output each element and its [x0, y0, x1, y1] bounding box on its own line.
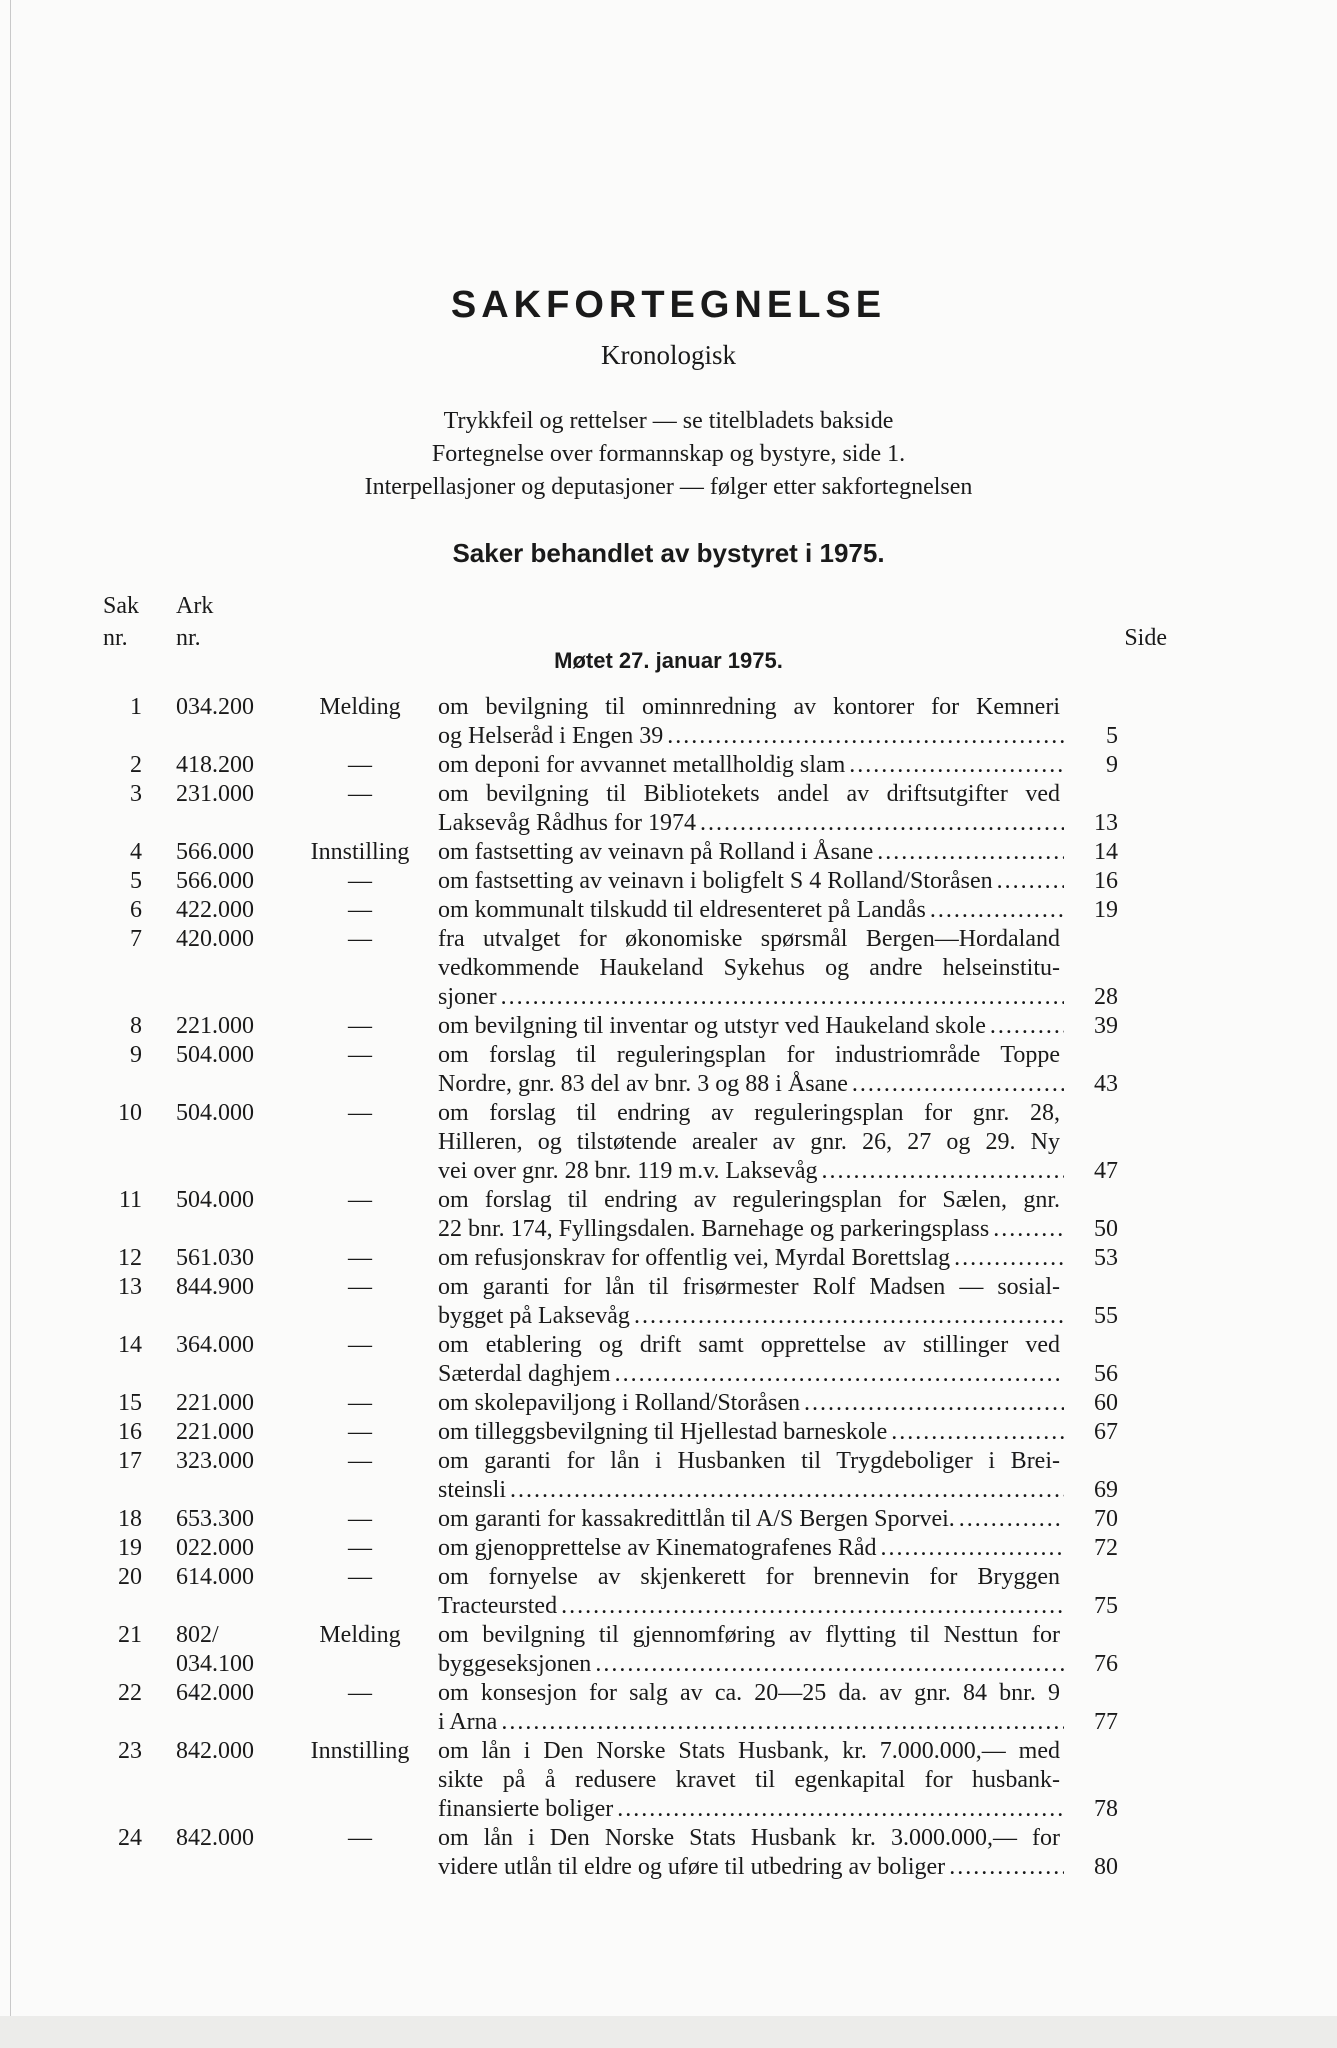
entry-row	[0, 1447, 1337, 1505]
entry-type: —	[348, 1535, 372, 1561]
entry-row	[0, 925, 1337, 1012]
entry-ark-number: 504.000	[176, 1187, 254, 1213]
entry-description-text: og Helseråd i Engen 39	[438, 723, 664, 749]
entry-type: —	[348, 1825, 372, 1851]
page-subtitle: Kronologisk	[601, 340, 736, 370]
entry-sak-number: 23	[118, 1738, 142, 1764]
entry-description	[438, 780, 1118, 838]
entry-row	[0, 1563, 1337, 1621]
entry-page-number: 53	[1094, 1245, 1118, 1271]
entry-page-number: 67	[1094, 1419, 1118, 1445]
entry-ark-number: 844.900	[176, 1274, 254, 1300]
entry-description-line	[438, 809, 1118, 838]
entry-description-line	[438, 867, 1118, 896]
entry-description-line	[438, 1070, 1118, 1099]
entry-sak-number: 22	[118, 1680, 142, 1706]
entry-ark-number: 418.200	[176, 752, 254, 778]
entry-description-line	[438, 1650, 1118, 1679]
leader-dots	[821, 1157, 1064, 1186]
entry-description-line	[438, 838, 1118, 867]
entry-description	[438, 1505, 1118, 1534]
entry-sak-number: 3	[130, 781, 142, 807]
entry-description-text: om refusjonskrav for offentlig vei, Myrdal Borettslag	[438, 1245, 951, 1271]
leader-dots	[667, 722, 1064, 751]
entry-description-line: om bevilgning til gjennomføring av flytting til Nesttun for	[438, 1622, 1060, 1648]
entry-page-number: 47	[1094, 1158, 1118, 1184]
entry-ark-number: 221.000	[176, 1390, 254, 1416]
entry-description-text: om fastsetting av veinavn på Rolland i Åsane	[438, 839, 874, 865]
entry-description-text: Laksevåg Rådhus for 1974	[438, 810, 696, 836]
entry-description-line	[438, 1389, 1118, 1418]
entry-description-text: om skolepaviljong i Rolland/Storåsen	[438, 1390, 800, 1416]
entry-page-number: 50	[1094, 1216, 1118, 1242]
entry-row	[0, 693, 1337, 751]
entry-row	[0, 1534, 1337, 1563]
entry-page-number: 13	[1094, 810, 1118, 836]
entry-sak-number: 10	[118, 1100, 142, 1126]
entry-description-line: om garanti for lån i Husbanken til Trygdeboliger i Brei-	[438, 1448, 1060, 1474]
entry-sak-number: 18	[118, 1506, 142, 1532]
entry-row	[0, 1331, 1337, 1389]
entry-row	[0, 1012, 1337, 1041]
entry-description-line	[438, 1215, 1118, 1244]
entry-sak-number: 1	[130, 694, 142, 720]
entry-description-text: om tilleggsbevilgning til Hjellestad barneskole	[438, 1419, 888, 1445]
entry-description	[438, 925, 1118, 1012]
column-header-sak-line2: nr.	[103, 625, 128, 651]
leader-dots	[959, 1505, 1064, 1534]
entry-description-text: i Arna	[438, 1709, 498, 1735]
column-header-ark-line1: Ark	[176, 593, 214, 619]
entry-ark-number: 802/ 034.100	[176, 1622, 254, 1677]
entry-description-text: om kommunalt tilskudd til eldresenteret på Landås	[438, 897, 926, 923]
entry-type: —	[348, 1274, 372, 1300]
entry-row	[0, 1186, 1337, 1244]
entry-row	[0, 838, 1337, 867]
entry-type: —	[348, 1332, 372, 1358]
entry-sak-number: 14	[118, 1332, 142, 1358]
leader-dots	[877, 838, 1064, 867]
entry-description	[438, 1679, 1118, 1737]
entry-description-line	[438, 1012, 1118, 1041]
entry-row	[0, 1418, 1337, 1447]
entry-description-text: Tracteursted	[438, 1593, 558, 1619]
entry-type: —	[348, 1245, 372, 1271]
entry-description-text: om garanti for kassakredittlån til A/S Bergen Sporvei.	[438, 1506, 955, 1532]
entry-description	[438, 1012, 1118, 1041]
entry-type: —	[348, 1390, 372, 1416]
column-header-sak-line1: Sak	[103, 593, 139, 619]
entry-ark-number: 653.300	[176, 1506, 254, 1532]
leader-dots	[501, 1708, 1064, 1737]
entry-description-line	[438, 1302, 1118, 1331]
entry-description-line	[438, 751, 1118, 780]
entry-page-number: 5	[1106, 723, 1118, 749]
scan-bottom-band	[0, 2016, 1337, 2048]
entry-page-number: 55	[1094, 1303, 1118, 1329]
entry-row	[0, 1389, 1337, 1418]
entry-sak-number: 15	[118, 1390, 142, 1416]
entry-page-number: 56	[1094, 1361, 1118, 1387]
entry-type: —	[348, 1448, 372, 1474]
entry-description-text: 22 bnr. 174, Fyllingsdalen. Barnehage og parkeringsplass	[438, 1216, 990, 1242]
entry-description	[438, 1099, 1118, 1186]
entry-ark-number: 221.000	[176, 1013, 254, 1039]
entry-description-text: videre utlån til eldre og uføre til utbedring av boliger	[438, 1854, 946, 1880]
leader-dots	[997, 867, 1064, 896]
entry-description	[438, 1041, 1118, 1099]
entry-sak-number: 17	[118, 1448, 142, 1474]
entry-ark-number: 034.200	[176, 694, 254, 720]
entry-type: —	[348, 1680, 372, 1706]
entry-type: —	[348, 1042, 372, 1068]
entry-type: —	[348, 1100, 372, 1126]
entry-description-text: om bevilgning til inventar og utstyr ved Haukeland skole	[438, 1013, 986, 1039]
entry-row	[0, 1244, 1337, 1273]
entry-type: —	[348, 1013, 372, 1039]
entry-description-line	[438, 1853, 1118, 1882]
leader-dots	[634, 1302, 1064, 1331]
leader-dots	[615, 1360, 1064, 1389]
entry-row	[0, 1824, 1337, 1882]
entry-type: —	[348, 926, 372, 952]
entry-type: Innstilling	[310, 1738, 410, 1764]
entry-sak-number: 19	[118, 1535, 142, 1561]
entry-type: —	[348, 868, 372, 894]
leader-dots	[595, 1650, 1064, 1679]
entry-description-text: finansierte boliger	[438, 1796, 614, 1822]
entry-list	[0, 693, 1337, 1882]
leader-dots	[510, 1476, 1064, 1505]
entry-page-number: 43	[1094, 1071, 1118, 1097]
entry-sak-number: 16	[118, 1419, 142, 1445]
entry-ark-number: 221.000	[176, 1419, 254, 1445]
leader-dots	[852, 1070, 1064, 1099]
entry-row	[0, 1041, 1337, 1099]
entry-description	[438, 693, 1118, 751]
entry-description-line: sikte på å redusere kravet til egenkapital for husbank-	[438, 1767, 1060, 1793]
entry-page-number: 77	[1094, 1709, 1118, 1735]
entry-description-line: om garanti for lån til frisørmester Rolf Madsen — sosial-	[438, 1274, 1060, 1300]
entry-page-number: 72	[1094, 1535, 1118, 1561]
leader-dots	[501, 983, 1064, 1012]
entry-description-text: Nordre, gnr. 83 del av bnr. 3 og 88 i Åsane	[438, 1071, 848, 1097]
entry-description	[438, 896, 1118, 925]
leader-dots	[954, 1244, 1064, 1273]
entry-sak-number: 4	[130, 839, 142, 865]
entry-type: —	[348, 781, 372, 807]
entry-sak-number: 9	[130, 1042, 142, 1068]
entry-ark-number: 504.000	[176, 1100, 254, 1126]
entry-description-text: om fastsetting av veinavn i boligfelt S 4 Rolland/Storåsen	[438, 868, 993, 894]
leader-dots	[990, 1012, 1064, 1041]
entry-description-line: fra utvalget for økonomiske spørsmål Bergen—Hordaland	[438, 926, 1060, 952]
entry-description-line	[438, 1418, 1118, 1447]
entry-page-number: 69	[1094, 1477, 1118, 1503]
column-header-sak	[103, 590, 139, 654]
entry-description-line: om forslag til endring av reguleringsplan for Sælen, gnr.	[438, 1187, 1060, 1213]
entry-description	[438, 1534, 1118, 1563]
entry-sak-number: 24	[118, 1825, 142, 1851]
leader-dots	[617, 1795, 1064, 1824]
entry-page-number: 14	[1094, 839, 1118, 865]
meeting-title: Møtet 27. januar 1975.	[554, 648, 783, 673]
entry-page-number: 78	[1094, 1796, 1118, 1822]
entry-description-line: om lån i Den Norske Stats Husbank, kr. 7.000.000,— med	[438, 1738, 1060, 1764]
entry-description-line: om konsesjon for salg av ca. 20—25 da. av gnr. 84 bnr. 9	[438, 1680, 1060, 1706]
entry-ark-number: 504.000	[176, 1042, 254, 1068]
entry-page-number: 28	[1094, 984, 1118, 1010]
entry-type: Melding	[319, 1622, 401, 1648]
entry-ark-number: 566.000	[176, 839, 254, 865]
entry-page-number: 9	[1106, 752, 1118, 778]
entry-page-number: 60	[1094, 1390, 1118, 1416]
section-title: Saker behandlet av bystyret i 1975.	[452, 538, 885, 568]
page-title: SAKFORTEGNELSE	[450, 284, 887, 326]
entry-description-line: om forslag til endring av reguleringsplan for gnr. 28,	[438, 1100, 1060, 1126]
entry-ark-number: 614.000	[176, 1564, 254, 1590]
entry-page-number: 16	[1094, 868, 1118, 894]
note-line: Fortegnelse over formannskap og bystyre, side 1.	[431, 441, 906, 467]
entry-description-line: om bevilgning til ominnredning av kontorer for Kemneri	[438, 694, 1060, 720]
entry-sak-number: 5	[130, 868, 142, 894]
entry-description	[438, 1273, 1118, 1331]
entry-ark-number: 323.000	[176, 1448, 254, 1474]
entry-description-line	[438, 1505, 1118, 1534]
entry-type: —	[348, 752, 372, 778]
entry-description	[438, 1244, 1118, 1273]
entry-page-number: 19	[1094, 897, 1118, 923]
entry-description	[438, 1447, 1118, 1505]
entry-page-number: 75	[1094, 1593, 1118, 1619]
entry-type: —	[348, 1419, 372, 1445]
entry-row	[0, 1737, 1337, 1824]
entry-type: Innstilling	[310, 839, 410, 865]
entry-description-line	[438, 1795, 1118, 1824]
entry-description-line: om fornyelse av skjenkerett for brennevin for Bryggen	[438, 1564, 1060, 1590]
entry-description-line: Hilleren, og tilstøtende arealer av gnr. 26, 27 og 29. Ny	[438, 1129, 1060, 1155]
entry-sak-number: 7	[130, 926, 142, 952]
entry-description-text: steinsli	[438, 1477, 507, 1503]
entry-description-line	[438, 1476, 1118, 1505]
entry-description-line	[438, 1534, 1118, 1563]
entry-description-line	[438, 983, 1118, 1012]
entry-sak-number: 6	[130, 897, 142, 923]
entry-description	[438, 1186, 1118, 1244]
entry-description	[438, 1824, 1118, 1882]
entry-sak-number: 12	[118, 1245, 142, 1271]
entry-ark-number: 420.000	[176, 926, 254, 952]
leader-dots	[849, 751, 1064, 780]
entry-description-text: bygget på Laksevåg	[438, 1303, 630, 1329]
leader-dots	[881, 1534, 1064, 1563]
entry-row	[0, 1273, 1337, 1331]
column-header-ark	[176, 590, 213, 654]
entry-description-line	[438, 722, 1118, 751]
entry-row	[0, 867, 1337, 896]
entry-description	[438, 1389, 1118, 1418]
entry-row	[0, 751, 1337, 780]
entry-description	[438, 1418, 1118, 1447]
leader-dots	[930, 896, 1064, 925]
entry-ark-number: 231.000	[176, 781, 254, 807]
entry-description-line	[438, 1360, 1118, 1389]
leader-dots	[891, 1418, 1064, 1447]
column-header-ark-line2: nr.	[176, 625, 201, 651]
entry-type: Melding	[319, 694, 401, 720]
entry-description-line	[438, 1157, 1118, 1186]
entry-description-text: om gjenopprettelse av Kinematografenes Råd	[438, 1535, 877, 1561]
entry-ark-number: 364.000	[176, 1332, 254, 1358]
entry-ark-number: 422.000	[176, 897, 254, 923]
entry-description-text: om deponi for avvannet metallholdig slam	[438, 752, 846, 778]
leader-dots	[804, 1389, 1064, 1418]
entry-description	[438, 1737, 1118, 1824]
entry-page-number: 80	[1094, 1854, 1118, 1880]
entry-type: —	[348, 897, 372, 923]
entry-description	[438, 838, 1118, 867]
leader-dots	[993, 1215, 1064, 1244]
leader-dots	[949, 1853, 1064, 1882]
entry-row	[0, 1621, 1337, 1679]
entry-sak-number: 13	[118, 1274, 142, 1300]
entry-row	[0, 780, 1337, 838]
entry-description-text: Sæterdal daghjem	[438, 1361, 611, 1387]
entry-page-number: 70	[1094, 1506, 1118, 1532]
entry-description	[438, 1621, 1118, 1679]
entry-description-text: vei over gnr. 28 bnr. 119 m.v. Laksevåg	[438, 1158, 818, 1184]
entry-page-number: 76	[1094, 1651, 1118, 1677]
entry-description-line: om lån i Den Norske Stats Husbank kr. 3.000.000,— for	[438, 1825, 1060, 1851]
note-line: Interpellasjoner og deputasjoner — følger etter sakfortegnelsen	[364, 474, 973, 500]
header-notes	[0, 405, 1337, 504]
entry-row	[0, 1505, 1337, 1534]
entry-description-text: byggeseksjonen	[438, 1651, 592, 1677]
entry-description-line: om bevilgning til Bibliotekets andel av driftsutgifter ved	[438, 781, 1060, 807]
entry-sak-number: 8	[130, 1013, 142, 1039]
entry-description-text: sjoner	[438, 984, 497, 1010]
entry-description-line: om forslag til reguleringsplan for industriområde Toppe	[438, 1042, 1060, 1068]
entry-row	[0, 896, 1337, 925]
entry-description	[438, 751, 1118, 780]
entry-ark-number: 022.000	[176, 1535, 254, 1561]
entry-ark-number: 642.000	[176, 1680, 254, 1706]
entry-sak-number: 11	[118, 1187, 142, 1213]
entry-type: —	[348, 1506, 372, 1532]
note-line: Trykkfeil og rettelser — se titelbladets bakside	[443, 408, 894, 434]
entry-ark-number: 842.000	[176, 1738, 254, 1764]
entry-row	[0, 1099, 1337, 1186]
entry-row	[0, 1679, 1337, 1737]
entry-sak-number: 20	[118, 1564, 142, 1590]
entry-sak-number: 2	[130, 752, 142, 778]
entry-ark-number: 561.030	[176, 1245, 254, 1271]
entry-type: —	[348, 1187, 372, 1213]
entry-description-line: vedkommende Haukeland Sykehus og andre helseinstitu-	[438, 955, 1060, 981]
entry-description-line	[438, 1592, 1118, 1621]
entry-description-line	[438, 1244, 1118, 1273]
entry-page-number: 39	[1094, 1013, 1118, 1039]
entry-ark-number: 842.000	[176, 1825, 254, 1851]
entry-description-line: om etablering og drift samt opprettelse av stillinger ved	[438, 1332, 1060, 1358]
leader-dots	[561, 1592, 1064, 1621]
entry-description	[438, 1563, 1118, 1621]
entry-description-line	[438, 896, 1118, 925]
leader-dots	[700, 809, 1064, 838]
entry-type: —	[348, 1564, 372, 1590]
entry-sak-number: 21	[118, 1622, 142, 1648]
entry-ark-number: 566.000	[176, 868, 254, 894]
entry-description-line	[438, 1708, 1118, 1737]
entry-description	[438, 1331, 1118, 1389]
column-header-side: Side	[1124, 625, 1167, 651]
entry-description	[438, 867, 1118, 896]
